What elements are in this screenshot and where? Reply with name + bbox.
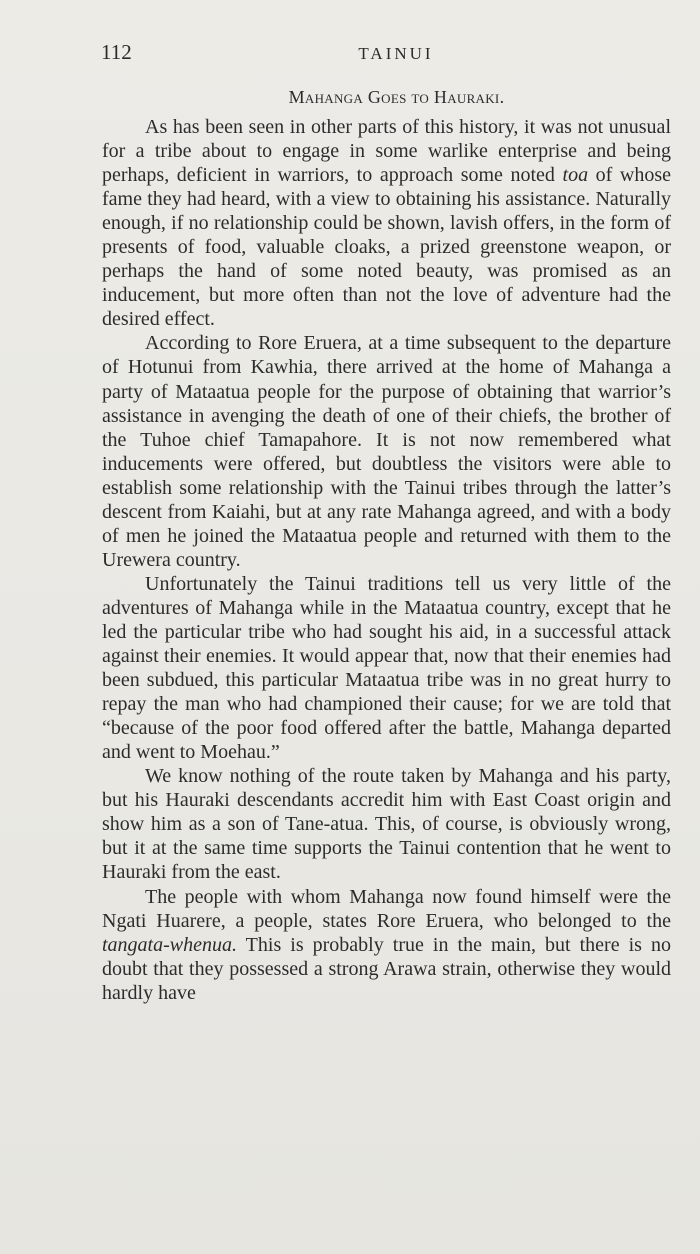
paragraph-5-text-b: This is probably true in the main, but there is no doubt that they possessed a strong Arawa strain, otherwise they would hardly have: [102, 933, 671, 1004]
section-heading: Mahanga Goes to Hauraki.: [288, 87, 505, 107]
running-title: TAINUI: [358, 44, 434, 63]
paragraph-5-italic-term: tangata-whenua.: [102, 933, 237, 956]
paragraph-5-text-a: The people with whom Mahanga now found himself were the Ngati Huarere, a people, states Rore Eruera, who belonged to the: [102, 885, 671, 932]
body-text: [102, 85, 671, 1005]
running-head: [101, 40, 671, 68]
paragraph-1-italic-term: toa: [562, 164, 589, 187]
paragraph-3-text: Unfortunately the Tainui traditions tell us very little of the adventures of Mahanga while in the Mataatua country, except that he led the particular tribe who had sought his aid, in a successful attack against their enemies. It would appear that, now that their enemies had been subdued, this particular Mataatua tribe was in no great hurry to repay the man who had championed their cause; for we are told that “because of the poor food offered after the battle, Mahanga departed and went to Moehau.”: [102, 572, 671, 764]
page-number: 112: [101, 40, 132, 64]
paragraph-4-text: We know nothing of the route taken by Mahanga and his party, but his Hauraki descendants accredit him with East Coast origin and show him as a son of Tane-atua. This, of course, is obviously wrong, but it at the same time supports the Tainui contention that he went to Hauraki from the east.: [102, 765, 671, 884]
paragraph-5: [102, 885, 671, 1005]
paragraph-2: [102, 331, 671, 571]
paragraph-1-text-a: As has been seen in other parts of this history, it was not unusual for a tribe about to engage in some warlike enterprise and being perhaps, deficient in warriors, to approach some noted: [102, 116, 671, 187]
paragraph-1: [102, 115, 671, 331]
paragraph-3: [102, 572, 671, 764]
paragraph-4: [102, 764, 671, 884]
paragraph-1-text-b: of whose fame they had heard, with a view to obtaining his assistance. Naturally enough, if no relationship could be shown, lavish offers, in the form of presents of food, valuable cloaks, a prized greenstone weapon, or perhaps the hand of some noted beauty, was promised as an inducement, but more often than not the love of adventure had the desired effect.: [102, 164, 672, 331]
paragraph-2-text: According to Rore Eruera, at a time subsequent to the departure of Hotunui from Kawhia, there arrived at the home of Mahanga a party of Mataatua people for the purpose of obtaining that warrior’s assistance in avenging the death of one of their chiefs, the brother of the Tuhoe chief Tamapahore. It is not now remembered what inducements were offered, but doubtless the visitors were able to establish some relationship with the Tainui tribes through the latter’s descent from Kaiahi, but at any rate Mahanga agreed, and with a body of men he joined the Mataatua people and returned with them to the Urewera country.: [102, 332, 671, 571]
